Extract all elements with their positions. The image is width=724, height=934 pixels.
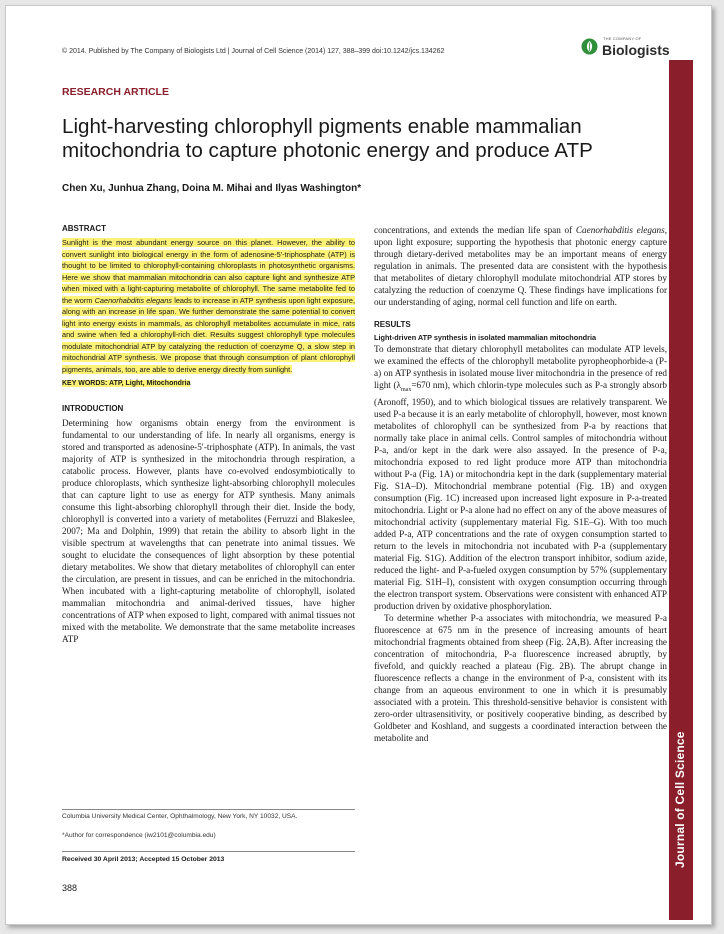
abstract-part-1: Sunlight is the most abundant energy source on this planet. However, the ability to convert sunlight into biological energy in the form of adenosine-5′-triphosphate (ATP) is thought to be limited to chlorophyll-containing chloroplasts in photosynthetic organisms. Here we show that mammalian mitochondria can also capture light and synthesize ATP when mixed with a light-capturing metabolite of chlorophyll. The same metabolite fed to the worm (62, 238, 355, 305)
continuation-part-1: concentrations, and extends the median life span of (374, 225, 576, 235)
logo-wordmark: Biologists (602, 42, 670, 58)
left-column (62, 224, 355, 645)
correspondence: *Author for correspondence (iw2101@columbia.edu) (62, 832, 216, 839)
abstract-text (62, 237, 355, 375)
keywords (62, 380, 355, 387)
logo-tagline: THE COMPANY OF (603, 36, 642, 41)
article-title: Light-harvesting chlorophyll pigments enable mammalian mitochondria to capture photonic energy and produce ATP (62, 115, 593, 162)
lambda-subscript: max (401, 386, 412, 393)
continuation-species: Caenorhabditis elegans (575, 225, 665, 235)
results-paragraph-2: To determine whether P-a associates with mitochondria, we measured P-a fluorescence at 675 nm in the presence of increasing amounts of heart mitochondrial fragments obtained from sheep (Fig. 2A,B). After increasing the concentration of mitochondria, P-a fluorescence increased abruptly, by fivefold, and quickly reached a plateau (Fig. 2B). The abrupt change in fluorescence reflects a change in the environment of P-a, consistent with its change from an aqueous environment to one in which it is presumably associated with a protein. This threshold-sensitive behavior is consistent with zero-order ultrasensitivity, or positively cooperative binding, as described by Goldbeter and Koshland, and suggests a coordinated interaction between the metabolite and (374, 612, 667, 743)
results-subheading: Light-driven ATP synthesis in isolated mammalian mitochondria (374, 333, 597, 342)
affiliation: Columbia University Medical Center, Ophthalmology, New York, NY 10032, USA. (62, 813, 298, 820)
introduction-heading: INTRODUCTION (62, 404, 124, 413)
abstract-heading: ABSTRACT (62, 224, 106, 233)
page-number: 388 (62, 883, 78, 893)
journal-sidebar-label: Journal of Cell Science (673, 731, 687, 868)
footnote-divider (62, 809, 355, 810)
paper-page (5, 5, 712, 925)
citation-line: © 2014. Published by The Company of Biologists Ltd | Journal of Cell Science (2014) 127, 388–399 doi:10.1242/jcs.134262 (62, 48, 445, 55)
keywords-text: KEY WORDS: ATP, Light, Mitochondria (62, 380, 191, 387)
results-p1-part-2: =670 nm), which chlorin-type molecules such as P-a strongly absorb (Aronoff, 1950), and to which biological tissues are relatively transparent. We used P-a because it is an early metabolite of chlorophyll, however, most known metabolites of chlorophyll can be synthesized from P-a by reactions that normally take place in animal cells. Control samples of mitochondria without P-a, and/or kept in the dark were also assayed. In the presence of P-a, mitochondria exposed to red light produce more ATP than mitochondria without P-a (Fig. 1A) or mitochondria kept in the dark (supplementary material Fig. S1A–D). Mitochondrial membrane potential (Fig. 1B) and oxygen consumption (Fig. 1C) increased upon increased light exposure in P-a-treated mitochondria. Light or P-a alone had no effect on any of the above measures of mitochondrial activity (supplementary material Fig. S1E–G). With too much added P-a, ATP concentrations and the rate of oxygen consumption started to return to the levels in mitochondria not incubated with P-a (supplementary material Fig. S1G). Addition of the electron transport inhibitor, sodium azide, reduced the light- and P-a-fueled oxygen consumption by 57% (supplementary material Fig. S1H–I), consistent with oxygen consumption occurring through the electron transport system. Observations were consistent with enhanced ATP production driven by oxidative phosphorylation. (374, 380, 667, 611)
article-type: RESEARCH ARTICLE (62, 86, 169, 98)
received-divider (62, 851, 355, 852)
introduction-text: Determining how organisms obtain energy from the environment is fundamental to our understanding of life. In nearly all organisms, energy is stored and transported as adenosine-5′-triphosphate (ATP). In animals, the vast majority of ATP is synthesized in the mitochondria through respiration, a catabolic process. However, plants have co-evolved endosymbiotically to produce chloroplasts, which synthesize light-absorbing chlorophyll molecules that can capture light to use as energy for ATP synthesis. Many animals consume this light-absorbing chlorophyll through their diet. Inside the body, chlorophyll is converted into a variety of metabolites (Ferruzzi and Blakeslee, 2007; Ma and Dolphin, 1999) that retain the ability to absorb light in the visible spectrum at wavelengths that can penetrate into animal tissues. We sought to elucidate the consequences of light absorption by these potential dietary metabolites. We show that dietary metabolites of chlorophyll can enter the circulation, are present in tissues, and can be enriched in the mitochondria. When incubated with a light-capturing metabolite of chlorophyll, isolated mammalian mitochondria and animal-derived tissues, have higher concentrations of ATP when exposed to light, compared with animal tissues not mixed with the metabolite. We demonstrate that the same metabolite increases ATP (62, 418, 355, 644)
results-paragraph-1 (374, 343, 667, 612)
abstract-species: Caenorhabditis elegans (94, 295, 172, 305)
results-p1-part-1: To demonstrate that dietary chlorophyll metabolites can modulate ATP levels, we examined the effects of the chlorophyll metabolite pyropheophorbide-a (P-a) on ATP synthesis in isolated mouse liver mitochondria in the presence of red light (λ (374, 344, 667, 390)
results-heading: RESULTS (374, 320, 411, 329)
biologists-logo-icon (581, 38, 598, 55)
author-list: Chen Xu, Junhua Zhang, Doina M. Mihai and Ilyas Washington* (62, 183, 362, 194)
abstract-part-2: leads to increase in ATP synthesis upon light exposure, along with an increase in life span. We further demonstrate the same potential to convert light into energy exists in mammals, as chlorophyll metabolites accumulate in mice, rats and swine when fed a chlorophyll-rich diet. Results suggest chlorophyll type molecules modulate mitochondrial ATP by catalyzing the reduction of coenzyme Q, a slow step in mitochondrial ATP synthesis. We propose that through consumption of plant chlorophyll pigments, animals, too, are able to derive energy directly from sunlight. (62, 295, 355, 374)
abstract-continuation (374, 224, 667, 308)
received-dates: Received 30 April 2013; Accepted 15 October 2013 (62, 856, 225, 863)
continuation-part-2: , upon light exposure; supporting the hypothesis that photonic energy capture through dietary-derived metabolites may be an important means of energy regulation in animals. The presented data are consistent with the hypothesis that metabolites of dietary chlorophyll modulate mitochondrial ATP stores by catalyzing the reduction of coenzyme Q. These findings have implications for our understanding of aging, normal cell function and life on earth. (374, 225, 668, 307)
right-column (374, 224, 667, 744)
